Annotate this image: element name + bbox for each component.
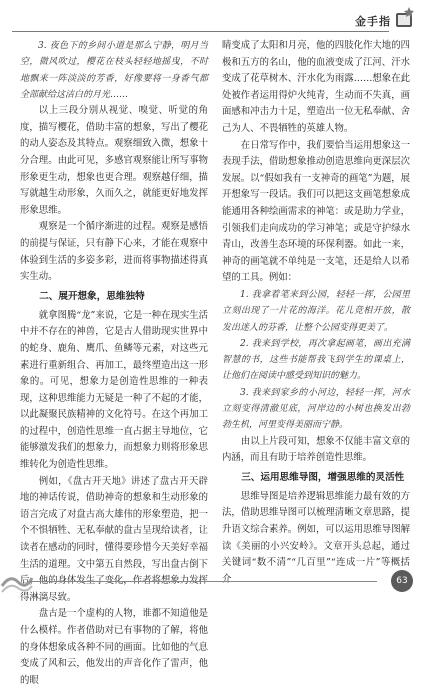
body-paragraph: 在日常写作中，我们要恰当运用想象这一表现手法，借助想象推动创造思维向更深层次发展。以“假如我有一支神奇的画笔”为题，展开想象写一段话。我们可以把这支画笔想象成能通用各种绘画需求的神笔：或是助力学业，引领我们走向成功的学习神笔；或是守护绿水青山，改善生态环境的环保利器。如此一来，神奇的画笔就不单纯是一支笔，还是给人以希望的工具。例如： <box>222 139 410 284</box>
body-paragraph: 由以上片段可知，想象不仅能丰富文章的内涵，而且有助于培养创造性思维。 <box>222 435 410 464</box>
page-number: 63 <box>391 570 413 592</box>
header-rule <box>12 31 389 32</box>
body-paragraph: 就拿图腾“龙”来说，它是一种在现实生活中并不存在的神兽，它是古人借助现实世界中的蛇身、鹿角、鹰爪、鱼鳞等元素，对这些元素进行重新组合、再加工，最终塑造出这一形象的。可见，想象力是创造性思维的一种表现，这种思维能力无疑是一种了不起的才能，以此凝聚民族精神的文化符号。在这个再加工的过程中，创造性思维一直占据主导地位，它能够激发我们的想象力，而想象力则将形象思维转化为创造性思维。 <box>20 309 208 471</box>
brand-title: 金手指 <box>355 15 391 28</box>
page-header <box>0 0 427 36</box>
wave-mark-icon <box>0 568 34 598</box>
body-paragraph: 例如，《盘古开天地》讲述了盘古开天辟地的神话传说，借助神奇的想象和生动形象的语言完成了对盘古高大雄伟的形象塑造，把一个不惧牺牲、无私奉献的盘古呈现给读者，让读者在感动的同时，懂得要珍惜今天美好幸福生活的道理。文中第五自然段，写出盘古倒下后，他的身体发生了变化，作者将想象力发挥得淋漓尽致。 <box>20 475 208 603</box>
footer-rule <box>30 581 377 582</box>
body-paragraph: 以上三段分别从视觉、嗅觉、听觉的角度，描写樱花，借助丰富的想象，写出了樱花的动人姿态及其特点。观察细致入微，想象十分合理。由此可见，多感官观察能让所写事物形象更生动，想象也更合理。观察越仔细，描写就越生动形象，久而久之，就能更好地发挥形象思维。 <box>20 105 208 216</box>
body-paragraph: 思维导图是培养逻辑思维能力最有效的方法，借助思维导图可以梳理清晰文章思路，提升语文综合素养。例如，可以运用思维导图解读《美丽的小兴安岭》。文章开头总起，通过关键词“数不清”“几百里”“连成一片”等概括介 <box>222 490 410 585</box>
body-paragraph: 观察是一个循序渐进的过程。观察是感悟的前提与保证，只有静下心来，才能在观察中体验到生活的多姿多彩，进而将事物描述得真实生动。 <box>20 221 208 283</box>
example-paragraph: 3. 夜色下的乡间小道是那么宁静，明月当空，微风吹过，樱花在枝头轻轻地摇曳，不时地飘来一阵淡淡的芳香，好像要将一身香气都全部献给这洁白的月光…… <box>20 41 208 100</box>
section-heading: 二、展开想象，思维独特 <box>39 290 145 302</box>
page-footer <box>0 560 427 601</box>
example-paragraph: 3. 我来到家乡的小河边，轻轻一挥，河水立刻变得清澈见底，河岸边的小树也换发出勃勃生机，河里变得美丽而宁静。 <box>222 387 410 431</box>
section-heading: 三、运用思维导图，增强思维的灵活性 <box>241 471 405 483</box>
example-paragraph: 1. 我拿着笔来到公园，轻轻一挥，公园里立刻出现了一片花的海洋。花儿竞相开放，散发出迷人的芬香，让整个公园变得更美了。 <box>222 289 410 333</box>
body-paragraph: 睛变成了太阳和月亮，他的四肢化作大地的四极和五方的名山，他的血液变成了江河、汗水变成了花草树木、汗水化为雨露……想象在此处被作者运用得炉火纯青，生动而不失真，画面感和冲击力十足，塑造出一位无私奉献、舍己为人、不畏牺牲的英雄人物。 <box>222 40 410 134</box>
book-star-icon <box>393 6 417 30</box>
example-paragraph: 2. 我来到学校，再次拿起画笔，画出充满智慧的书，这些书能帮我飞到学生的课桌上，让他们在阅读中感受到知识的魅力。 <box>222 338 410 382</box>
body-paragraph: 盘古是一个虚构的人物，谁都不知道他是什么模样。作者借助对已有事物的了解，将他的身体想象成各种不同的画面。比如他的气息变成了风和云，他发出的声音化作了雷声，他的眼 <box>20 608 208 686</box>
right-column <box>222 38 410 588</box>
